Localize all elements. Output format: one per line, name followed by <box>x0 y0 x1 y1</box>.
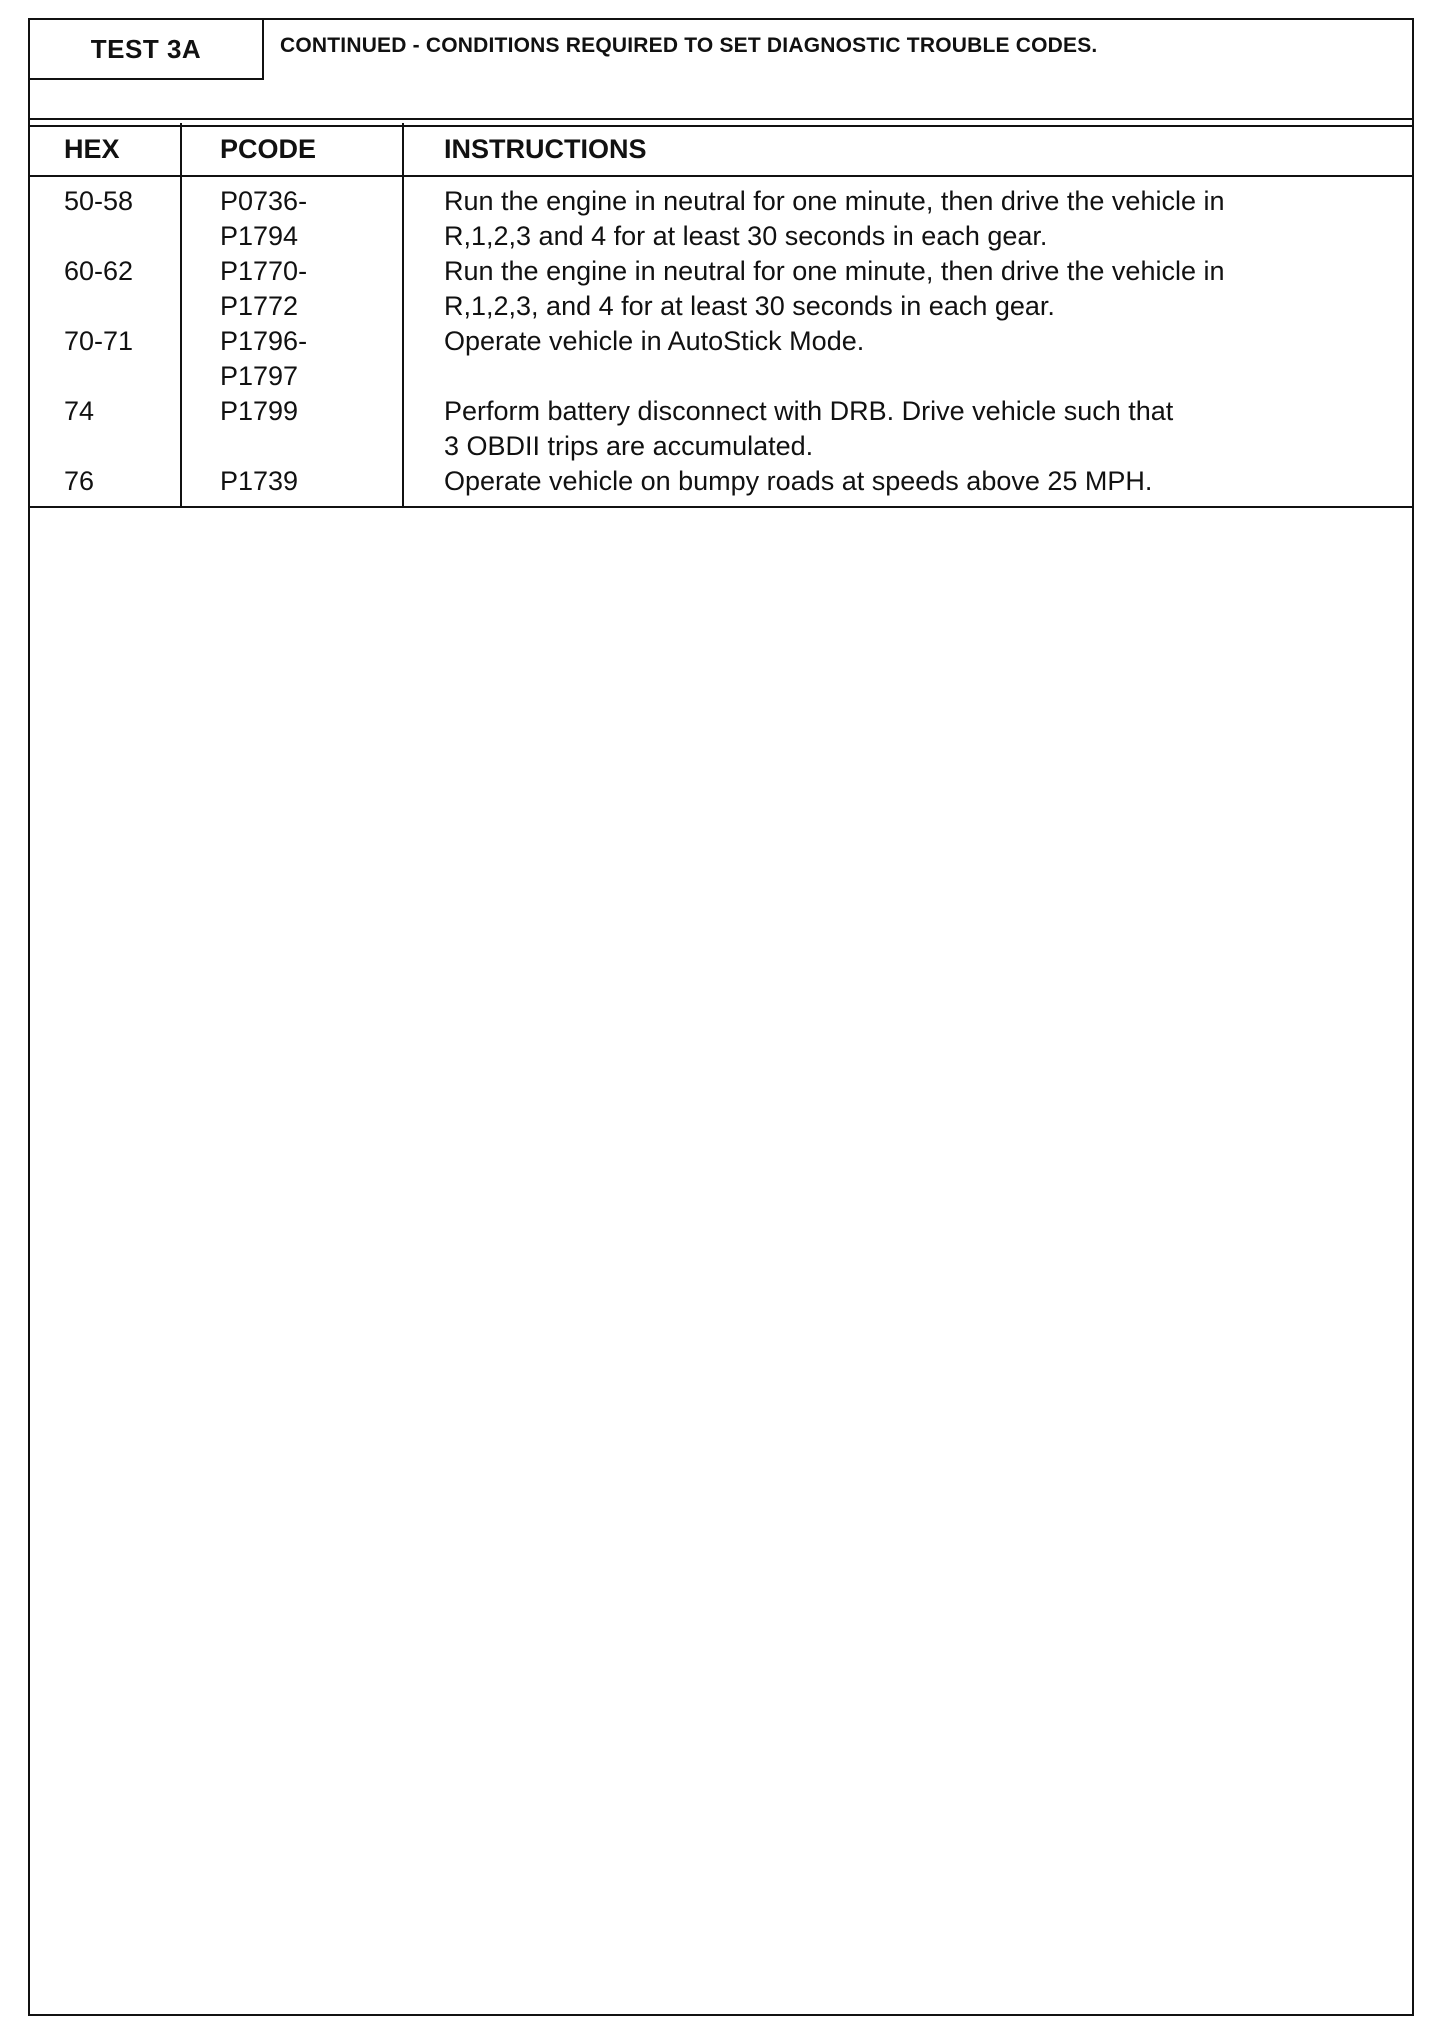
table-row <box>30 324 1412 394</box>
pcode-line: P1796- <box>220 326 308 356</box>
pcode-cell <box>220 184 307 254</box>
pcode-line: P1797 <box>220 361 299 391</box>
table-row <box>30 394 1412 464</box>
pcode-line: P0736- <box>220 186 308 216</box>
hex-cell: 76 <box>64 466 95 496</box>
table-row <box>30 184 1412 254</box>
pcode-line: P1772 <box>220 291 299 321</box>
column-header-pcode: PCODE <box>220 134 317 164</box>
instruction-line: 3 OBDII trips are accumulated. <box>444 431 814 461</box>
instruction-cell <box>444 254 1225 324</box>
hex-cell: 70-71 <box>64 326 134 356</box>
pcode-line: P1794 <box>220 221 299 251</box>
pcode-cell <box>220 324 307 394</box>
pcode-cell <box>220 254 307 324</box>
test-label: TEST 3A <box>30 20 264 80</box>
instruction-line: Operate vehicle on bumpy roads at speeds above 25 MPH. <box>444 466 1153 496</box>
instruction-cell <box>444 464 1152 499</box>
column-header-instructions: INSTRUCTIONS <box>444 134 647 164</box>
instruction-cell <box>444 394 1173 464</box>
hex-cell: 74 <box>64 396 95 426</box>
instruction-line: R,1,2,3 and 4 for at least 30 seconds in each gear. <box>444 221 1048 251</box>
instruction-line: Perform battery disconnect with DRB. Drive vehicle such that <box>444 396 1174 426</box>
table-row <box>30 464 1412 504</box>
instruction-line: Run the engine in neutral for one minute, then drive the vehicle in <box>444 186 1225 216</box>
header-divider <box>30 118 1412 127</box>
instruction-line: R,1,2,3, and 4 for at least 30 seconds in each gear. <box>444 291 1055 321</box>
table-bottom-rule <box>30 506 1412 508</box>
column-header-hex: HEX <box>64 134 120 164</box>
pcode-cell <box>220 464 298 499</box>
hex-cell: 60-62 <box>64 256 134 286</box>
column-header-rule <box>30 175 1412 177</box>
instruction-line: Operate vehicle in AutoStick Mode. <box>444 326 865 356</box>
table-row <box>30 254 1412 324</box>
pcode-cell <box>220 394 298 429</box>
document-frame <box>28 18 1414 2016</box>
pcode-line: P1770- <box>220 256 308 286</box>
hex-cell: 50-58 <box>64 186 134 216</box>
instruction-cell <box>444 324 864 359</box>
instruction-cell <box>444 184 1225 254</box>
pcode-line: P1739 <box>220 466 299 496</box>
pcode-line: P1799 <box>220 396 299 426</box>
instruction-line: Run the engine in neutral for one minute, then drive the vehicle in <box>444 256 1225 286</box>
page-title: CONTINUED - CONDITIONS REQUIRED TO SET DIAGNOSTIC TROUBLE CODES. <box>280 34 1098 57</box>
